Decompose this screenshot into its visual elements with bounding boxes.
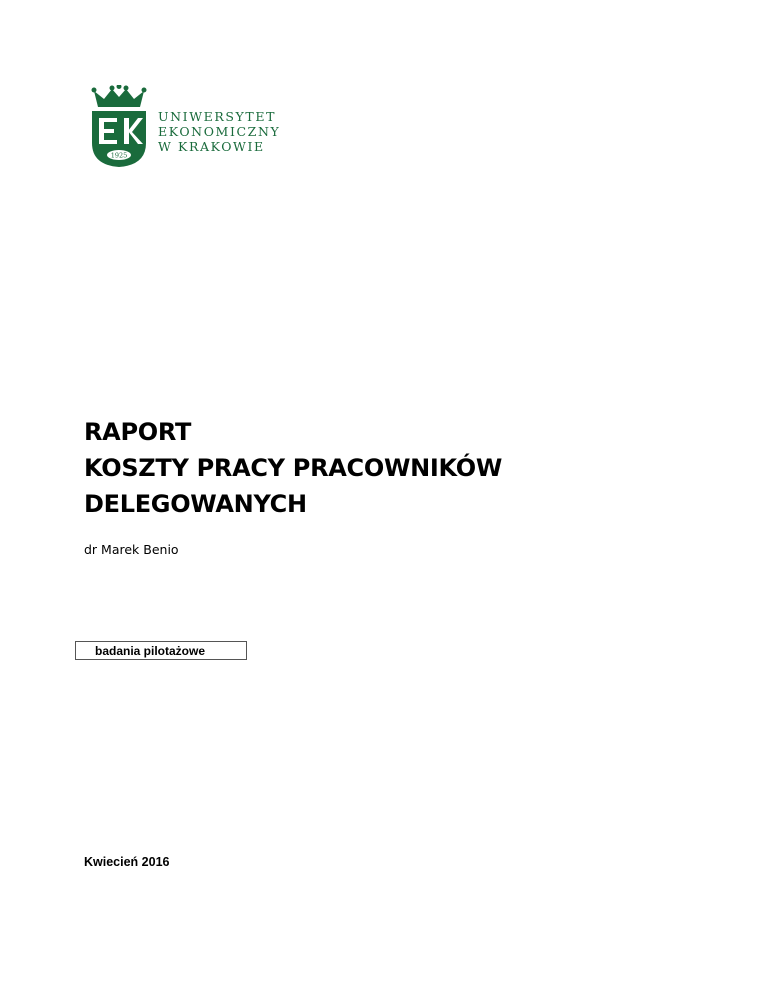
study-type-label: badania pilotażowe	[95, 644, 206, 658]
report-title-line3: DELEGOWANYCH	[84, 490, 307, 518]
report-author: dr Marek Benio	[84, 542, 179, 557]
svg-text:1925: 1925	[110, 151, 128, 160]
university-name-line2: EKONOMICZNY	[158, 124, 281, 139]
report-title-line2: KOSZTY PRACY PRACOWNIKÓW	[84, 454, 503, 482]
university-name-line3: W KRAKOWIE	[158, 139, 265, 154]
university-emblem-icon	[90, 85, 148, 169]
report-date: Kwiecień 2016	[84, 855, 170, 869]
university-logo	[90, 85, 290, 170]
university-name	[158, 109, 280, 154]
report-title-line1: RAPORT	[84, 418, 192, 446]
university-name-line1: UNIWERSYTET	[158, 109, 277, 124]
study-type-box	[75, 641, 247, 660]
crown-icon	[92, 85, 147, 107]
report-title	[84, 414, 704, 522]
